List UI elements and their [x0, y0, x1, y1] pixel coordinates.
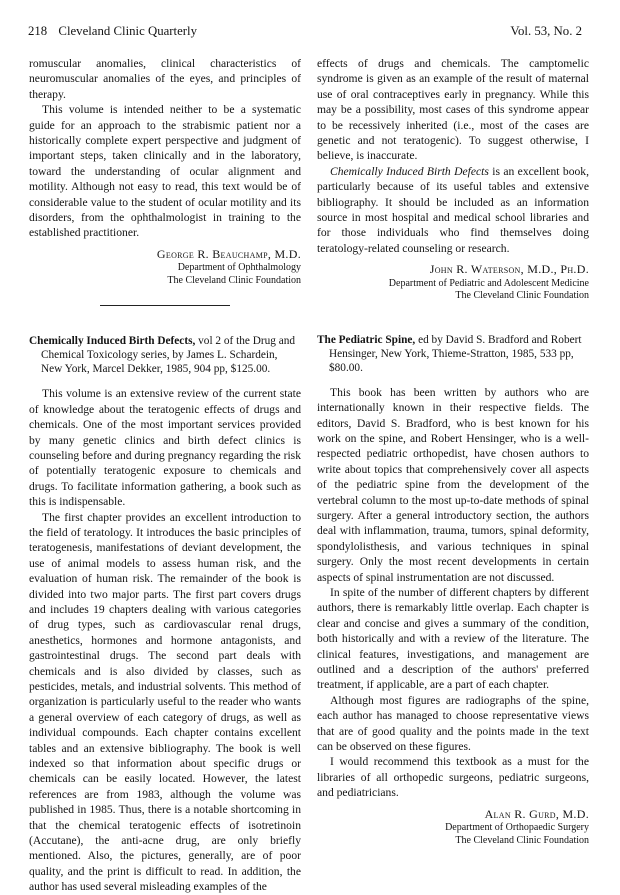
book-title-italic: Chemically Induced Birth Defects: [330, 164, 489, 178]
book-title: Chemically Induced Birth Defects,: [29, 335, 196, 348]
right-column: [317, 56, 589, 847]
left-column: [29, 56, 301, 895]
paragraph: This volume is an extensive review of the current state of knowledge about the teratogenic effects of drugs and chemicals. One of the most important services provided by many genetic clinics and birth defect clinics is counseling before and during pregnancy regarding the risk of potentially teratogenic exposure to chemicals and drugs. To facilitate information gathering, a book such as this is indispensable.: [29, 387, 301, 509]
paragraph-text: is an excellent book, particularly because of its useful tables and extensive bibliography. It should be included as an information source in most hospital and medical school libraries and for those individuals who find themselves doing teratology-related counseling or research.: [317, 164, 589, 255]
paragraph: In spite of the number of different chapters by different authors, there is remarkably little overlap. Each chapter is clear and concise and gives a summary of the condition, both historically and with a review of the literature. The clinical features, investigations, and management are outlined and a description of the authors' preferred treatment, if applicable, are a part of each chapter.: [317, 585, 589, 692]
book-citation: ed by David S. Bradford and Robert Hensinger, New York, Thieme-Stratton, 1985, 533 pp, $80.00.: [329, 333, 582, 374]
reviewer-institution: The Cleveland Clinic Foundation: [455, 290, 589, 302]
journal-title: Cleveland Clinic Quarterly: [58, 24, 197, 38]
paragraph: I would recommend this textbook as a must for the libraries of all orthopedic surgeons, pediatric surgeons, and pediatricians.: [317, 755, 589, 800]
section-divider: [100, 305, 230, 306]
volume-issue: Vol. 53, No. 2: [510, 24, 582, 38]
reviewer-institution: The Cleveland Clinic Foundation: [455, 834, 589, 846]
reviewer-name: Alan R. Gurd, M.D.: [484, 806, 589, 821]
review-heading: [29, 334, 301, 376]
review-heading: [317, 333, 589, 375]
reviewer-name: George R. Beauchamp, M.D.: [156, 246, 301, 261]
reviewer-department: Department of Ophthalmology: [177, 262, 301, 274]
paragraph: romuscular anomalies, clinical characteristics of neuromuscular anomalies of the eyes, and principles of therapy.: [29, 57, 301, 101]
reviewer-department: Department of Pediatric and Adolescent Medicine: [388, 277, 589, 289]
paragraph: Although most figures are radiographs of the spine, each author has managed to choose representative views that are of good quality and the points made in the text can be observed on these figures.: [317, 693, 589, 754]
running-header-left: [28, 24, 197, 39]
paragraph: This volume is intended neither to be a systematic guide for an approach to the strabismic patient nor a historically complete expert perspective and judgment of important steps, taken clinically and in the laboratory, toward the understanding of ocular alignment and motility. Although not easy to read, this text would be of considerable value to the student of ocular motility and its disorders, from the ophthalmologist in training to the established practitioner.: [29, 103, 301, 240]
book-title: The Pediatric Spine,: [317, 333, 416, 346]
paragraph: effects of drugs and chemicals. The camptomelic syndrome is given as an example of the result of maternal use of oral contraceptives early in pregnancy. While this may be a possibility, most cases of this syndrome appear to be recessively inherited (i.e., most of the cases are genetic and not teratogenic). To suggest otherwise, I believe, is inaccurate.: [317, 57, 589, 163]
reviewer-institution: The Cleveland Clinic Foundation: [167, 274, 301, 286]
paragraph: The first chapter provides an excellent introduction to the field of teratology. It introduces the basic principles of teratogenesis, manifestations of deviant development, the use of animal models to assess human risk, and the evaluation of human risk. The remainder of the book is divided into two major parts. The first part covers drugs and includes 19 chapters dealing with various categories of drug types, such as cardiovascular renal drugs, anesthetics, hormones and hormone antagonists, and gastrointestinal drugs. The second part deals with chemicals and is also divided by classes, such as pesticides, metals, and industrial solvents. This method of organization is particularly useful to the reader who wants a general overview of each category of drugs, as well as individual compounds. Each chapter contains excellent tables and an extensive bibliography. The book is well indexed so that information about specific drugs or chemicals can be easily located. However, the latest references are from 1983, although the volume was published in 1985. Thus, there is a notable shortcoming in that the chemical teratogenic effects of isotretinoin (Accutane), the anti-acne drug, are only briefly mentioned. Also, the pictures, generally, are of poor quality, and the print is difficult to read. In addition, the author has used several misleading examples of the: [29, 510, 301, 894]
reviewer-department: Department of Orthopaedic Surgery: [445, 822, 589, 834]
reviewer-name: John R. Waterson, M.D., Ph.D.: [429, 262, 589, 277]
paragraph: [317, 164, 589, 256]
page-number: 218: [28, 24, 48, 38]
book-citation: vol 2 of the Drug and Chemical Toxicology series, by James L. Schardein, New York, Marcel Dekker, 1985, 904 pp, $125.00.: [41, 335, 296, 376]
paragraph: This book has been written by authors who are internationally known in their respective fields. The editors, David S. Bradford, who is best known for his work on the spine, and Robert Hensinger, who is a well-respected pediatric orthopedist, have chosen authors to write about topics that comprehensively cover all aspects of the pediatric spine from the development of the vertebral column to the most up-to-date methods of spinal surgery. After a general introductory section, the authors deal with inflammation, trauma, tumors, spinal deformity, spondylolisthesis, and various techniques in spinal surgery. Only the most recent developments in certain aspects of spinal instrumentation are not discussed.: [317, 385, 589, 584]
